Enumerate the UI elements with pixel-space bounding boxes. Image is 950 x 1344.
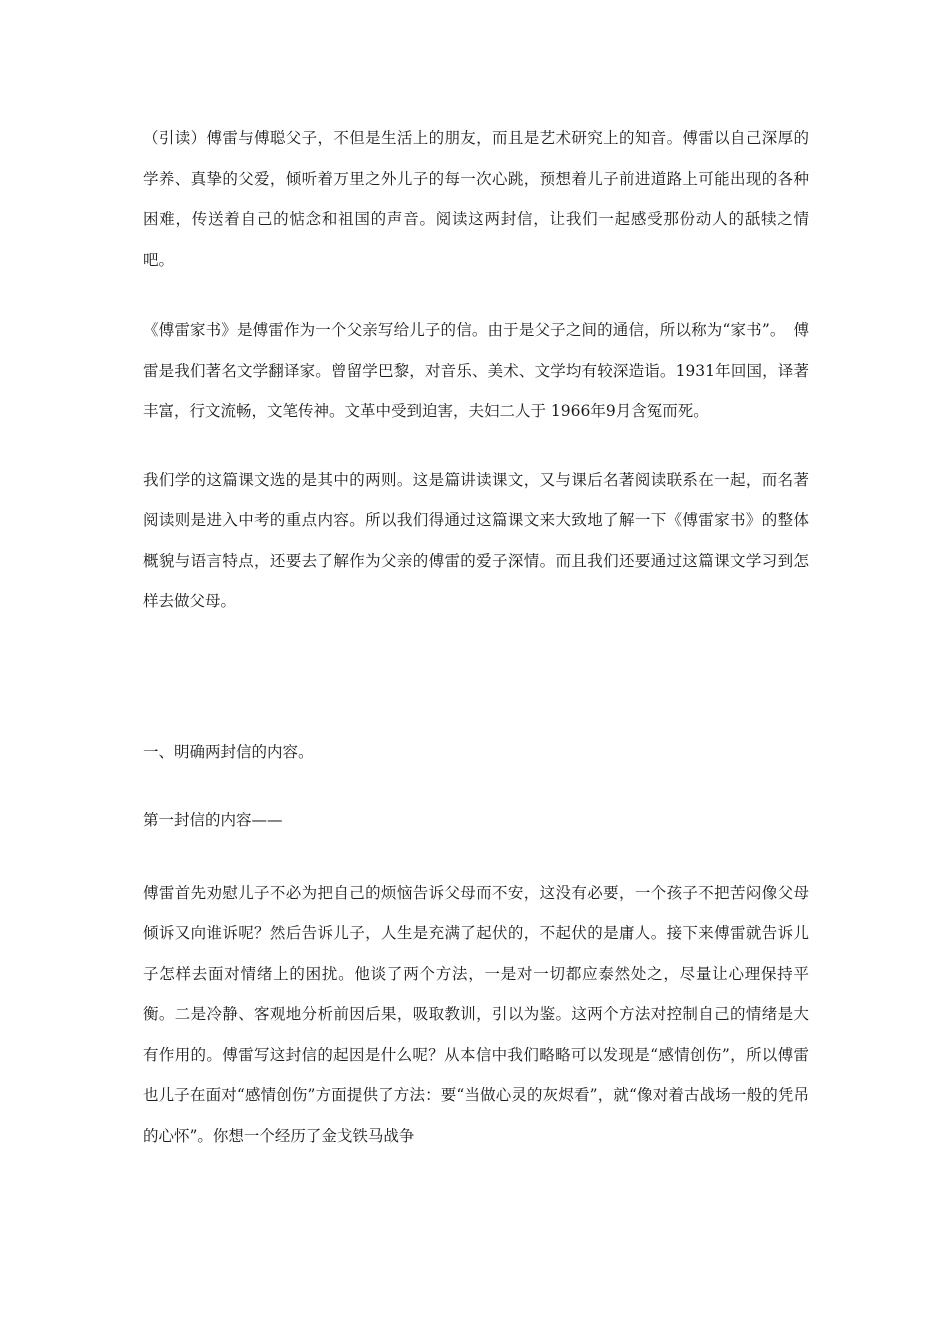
document-body <box>143 118 809 1156</box>
section-heading: 一、明确两封信的内容。 <box>143 742 314 761</box>
paragraph-spacer <box>143 841 809 873</box>
sub-heading: 第一封信的内容—— <box>143 811 283 829</box>
paragraph-spacer <box>143 432 809 460</box>
lesson-paragraph: 我们学的这篇课文选的是其中的两则。这是篇讲读课文，又与课后名著阅读联系在一起，而名著阅读则是进入中考的重点内容。所以我们得通过这篇课文来大致地了解一下《傅雷家书》的整体概貌与语言特点，还要去了解作为父亲的傅雷的爱子深情。而且我们还要通过这篇课文学习到怎样去做父母。 <box>143 470 809 610</box>
paragraph-spacer <box>143 772 809 800</box>
paragraph-spacer <box>143 280 809 310</box>
intro-paragraph: （引读）傅雷与傅聪父子，不但是生活上的朋友，而且是艺术研究上的知音。傅雷以自己深厚的学养、真挚的父爱，倾听着万里之外儿子的每一次心跳，预想着儿子前进道路上可能出现的各种困难，传送着自己的惦念和祖国的声音。阅读这两封信，让我们一起感受那份动人的舐犊之情吧。 <box>143 129 809 269</box>
background-paragraph: 《傅雷家书》是傅雷作为一个父亲写给儿子的信。由于是父子之间的通信，所以称为“家书”。 傅雷是我们著名文学翻译家。曾留学巴黎，对音乐、美术、文学均有较深造诣。1931年回国，译著丰富，行文流畅，文笔传神。文革中受到迫害，夫妇二人于 1966年9月含冤而死。 <box>143 321 809 420</box>
paragraph-spacer <box>143 622 809 732</box>
letter-one-paragraph: 傅雷首先劝慰儿子不必为把自己的烦恼告诉父母而不安，这没有必要，一个孩子不把苦闷像父母倾诉又向谁诉呢？然后告诉儿子，人生是充满了起伏的，不起伏的是庸人。接下来傅雷就告诉儿子怎样去面对情绪上的困扰。他谈了两个方法，一是对一切都应泰然处之，尽量让心理保持平衡。二是冷静、客观地分析前因后果，吸取教训，引以为鉴。这两个方法对控制自己的情绪是大有作用的。傅雷写这封信的起因是什么呢？从本信中我们略略可以发现是“感情创伤”，所以傅雷也儿子在面对“感情创伤”方面提供了方法：要“当做心灵的灰烬看”，就“像对着古战场一般的凭吊的心怀”。你想一个经历了金戈铁马战争 <box>143 883 809 1145</box>
